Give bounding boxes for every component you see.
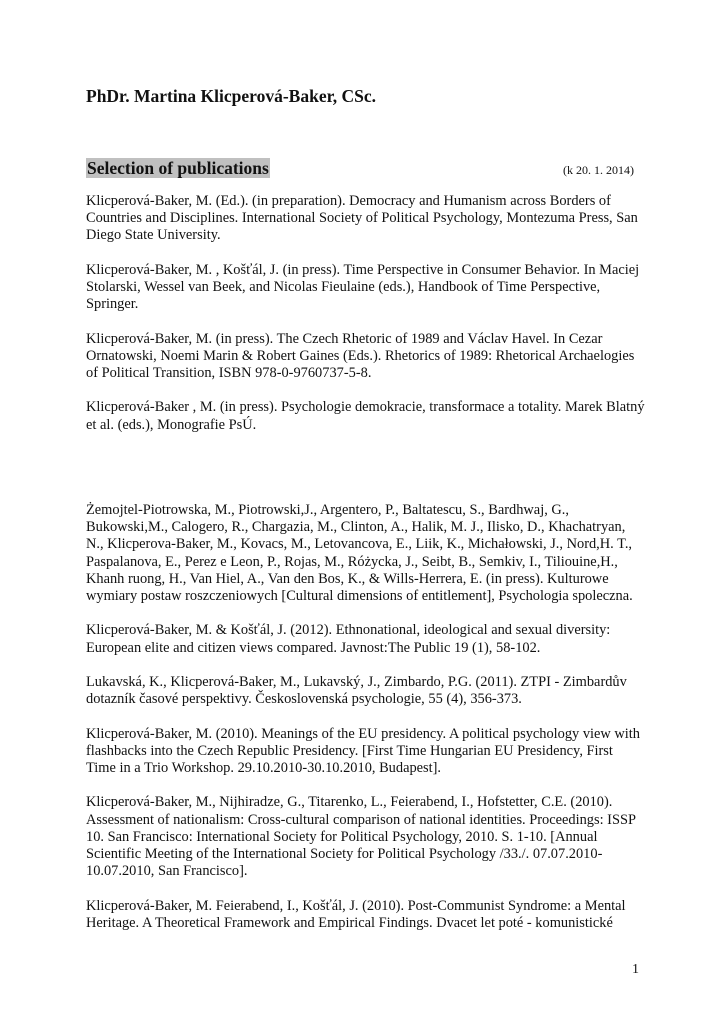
publication-entry: Klicperová-Baker, M. & Košťál, J. (2012). Ethnonational, ideological and sexual diversity: European elite and citizen views compared. Javnost:The Public 19 (1), 58-102. bbox=[86, 622, 611, 656]
publication-entry: Klicperová-Baker, M. Feierabend, I., Košťál, J. (2010). Post-Communist Syndrome: a Mental Heritage. A Theoretical Framework and Empirical Findings. Dvacet let poté - komunistické bbox=[86, 897, 626, 931]
publication-entry: Lukavská, K., Klicperová-Baker, M., Lukavský, J., Zimbardo, P.G. (2011). ZTPI - Zimbardův dotazník časové perspektivy. Československá psychologie, 55 (4), 356-373. bbox=[86, 673, 627, 708]
publication-entry: Klicperová-Baker , M. (in press). Psychologie demokracie, transformace a totality. Marek Blatný et al. (eds.), Monografie PsÚ. bbox=[86, 399, 645, 433]
publication-entry: Klicperová-Baker, M. (Ed.). (in preparation). Democracy and Humanism across Borders of Countries and Disciplines. International Society of Political Psychology, Montezuma Press, San Diego State University. bbox=[86, 193, 638, 244]
section-title: Selection of publications bbox=[87, 158, 269, 178]
publication-entry: Żemojtel-Piotrowska, M., Piotrowski,J., Argentero, P., Baltatescu, S., Bardhwaj, G., Bukowski,M., Calogero, R., Chargazia, M., Clinton, A., Halik, M. J., Ilisko, D., Khachatryan, N., Klicperova-Baker, M., Kovacs, M., Letovancova, E., Liik, K., Michałowski, J., Nord,H. T., Paspalanova, E., Perez e Leon, P., Rojas, M., Różycka, J., Seibt, B., Semkiv, I., Tiliouine,H., Khanh ruong, H., Van Hiel, A., Van den Bos, K., & Wills-Herrera, E. (in press). Kulturowe wymiary postaw roszczeniowych [Cultural dimensions of entitlement], Psychologia spoleczna. bbox=[86, 501, 633, 604]
publication-entry: Klicperová-Baker, M. , Košťál, J. (in press). Time Perspective in Consumer Behavior. In Maciej Stolarski, Wessel van Beek, and Nicolas Fieulaine (eds.), Handbook of Time Perspective, Springer. bbox=[86, 261, 640, 313]
publication-entry: Klicperová-Baker, M. (2010). Meanings of the EU presidency. A political psychology view with flashbacks into the Czech Republic Presidency. [First Time Hungarian EU Presidency, First Time in a Trio Workshop. 29.10.2010-30.10.2010, Budapest]. bbox=[86, 725, 641, 776]
publication-entry: Klicperová-Baker, M., Nijhiradze, G., Titarenko, L., Feierabend, I., Hofstetter, C.E. (2010). Assessment of nationalism: Cross-cultural comparison of national identities. Proceedings: ISSP 10. San Francisco: International Society for Political Psychology, 2010. S. 1-10. [Annual Scientific Meeting of the International Society for Political Psychology /33./. 07.07.2010-10.07.2010, San Francisco]. bbox=[86, 794, 636, 880]
blank-gap bbox=[86, 451, 646, 502]
section-header bbox=[86, 158, 634, 179]
section-date: (k 20. 1. 2014) bbox=[563, 163, 634, 177]
author-name: PhDr. Martina Klicperová-Baker, CSc. bbox=[86, 86, 377, 106]
page-number: 1 bbox=[632, 962, 639, 977]
publication-entry: Klicperová-Baker, M. (in press). The Czech Rhetoric of 1989 and Václav Havel. In Cezar Ornatowski, Noemi Marin & Robert Gaines (Eds.). Rhetorics of 1989: Rhetorical Archaelogies of Political Transition, ISBN 978-0-9760737-5-8. bbox=[86, 330, 635, 381]
publication-list bbox=[86, 193, 646, 949]
